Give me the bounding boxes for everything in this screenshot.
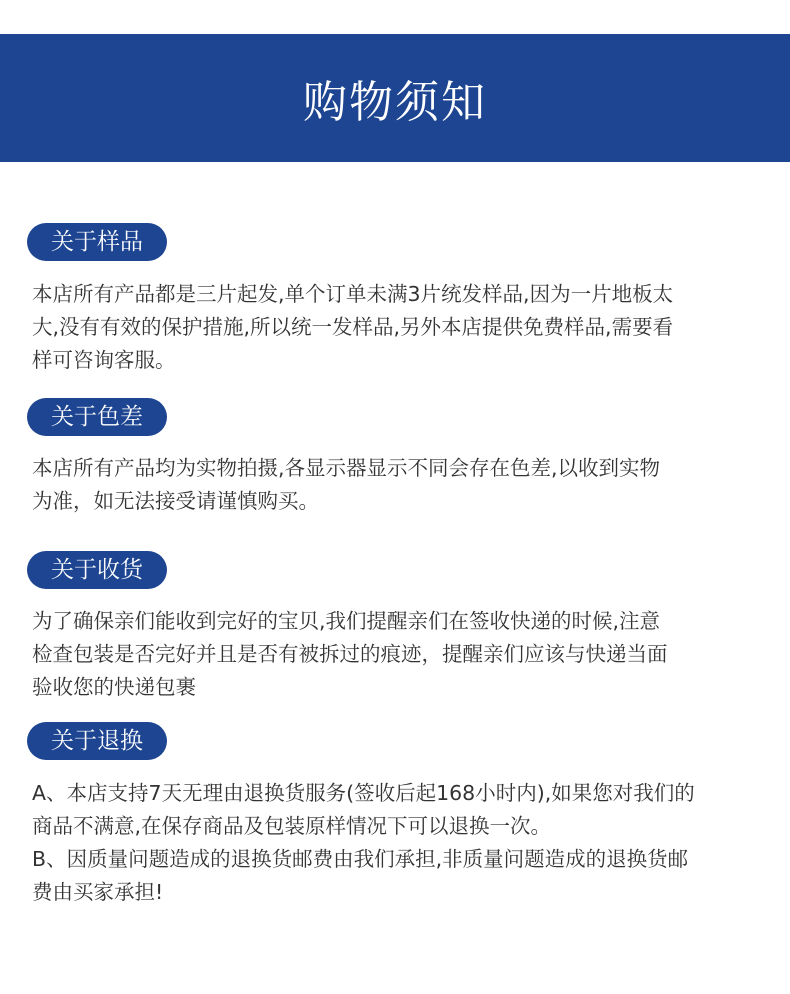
page-title: 购物须知 [303, 77, 487, 128]
section-body-samples [32, 278, 772, 377]
section-body-receiving [32, 605, 772, 704]
text-line: 大,没有有效的保护措施,所以统一发样品,另外本店提供免费样品,需要看 [32, 315, 674, 339]
section-body-returns [32, 777, 772, 909]
text-line: 费由买家承担! [32, 880, 164, 904]
section-body-color-difference [32, 452, 772, 518]
text-line: 为了确保亲们能收到完好的宝贝,我们提醒亲们在签收快递的时候,注意 [32, 609, 661, 633]
text-line: 商品不满意,在保存商品及包装原样情况下可以退换一次。 [32, 814, 552, 838]
section-heading-returns: 关于退换 [27, 722, 167, 760]
section-heading-samples: 关于样品 [27, 223, 167, 261]
text-line: 为准，如无法接受请谨慎购买。 [32, 489, 319, 513]
section-heading-color-difference: 关于色差 [27, 398, 167, 436]
header-banner [0, 34, 790, 162]
text-line: B、因质量问题造成的退换货邮费由我们承担,非质量问题造成的退换货邮 [32, 847, 689, 871]
text-line: 样可咨询客服。 [32, 348, 176, 372]
text-line: 本店所有产品都是三片起发,单个订单未满3片统发样品,因为一片地板太 [32, 282, 674, 306]
text-line: A、本店支持7天无理由退换货服务(签收后起168小时内),如果您对我们的 [32, 781, 695, 805]
text-line: 本店所有产品均为实物拍摄,各显示器显示不同会存在色差,以收到实物 [32, 456, 661, 480]
text-line: 验收您的快递包裹 [32, 675, 196, 699]
text-line: 检查包装是否完好并且是否有被拆过的痕迹，提醒亲们应该与快递当面 [32, 642, 668, 666]
section-heading-receiving: 关于收货 [27, 551, 167, 589]
